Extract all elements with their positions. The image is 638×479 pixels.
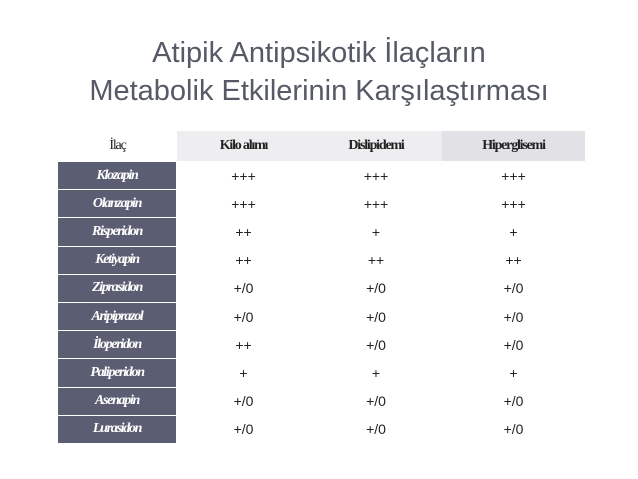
table-row xyxy=(58,190,585,218)
weight-gain-value: +++ xyxy=(177,190,310,218)
comparison-table xyxy=(58,131,585,444)
table-row xyxy=(58,331,585,359)
weight-gain-value: ++ xyxy=(177,218,310,246)
header-dyslipidemia: Dislipidemi xyxy=(310,131,442,162)
hyperglycemia-value: + xyxy=(442,218,585,246)
dyslipidemia-value: +/0 xyxy=(310,416,442,444)
table-header xyxy=(58,131,585,162)
table-row xyxy=(58,303,585,331)
hyperglycemia-value: +/0 xyxy=(442,416,585,444)
title-line-1: Atipik Antipsikotik İlaçların xyxy=(152,37,486,69)
hyperglycemia-value: + xyxy=(442,359,585,387)
hyperglycemia-value: +/0 xyxy=(442,275,585,303)
weight-gain-value: ++ xyxy=(177,331,310,359)
slide-title xyxy=(0,34,638,110)
table-row xyxy=(58,247,585,275)
table-row xyxy=(58,416,585,444)
weight-gain-value: +/0 xyxy=(177,388,310,416)
table-body xyxy=(58,162,585,444)
hyperglycemia-value: +++ xyxy=(442,190,585,218)
drug-name: Asenapin xyxy=(58,388,177,416)
weight-gain-value: ++ xyxy=(177,247,310,275)
drug-name: Lurasidon xyxy=(58,416,177,444)
dyslipidemia-value: +/0 xyxy=(310,303,442,331)
drug-name: Aripiprazol xyxy=(58,303,177,331)
table-row xyxy=(58,162,585,190)
table-row xyxy=(58,275,585,303)
weight-gain-value: +/0 xyxy=(177,275,310,303)
weight-gain-value: +/0 xyxy=(177,416,310,444)
drug-name: Risperidon xyxy=(58,218,177,246)
header-weight-gain: Kilo alımı xyxy=(177,131,310,162)
drug-name: Olanzapin xyxy=(58,190,177,218)
dyslipidemia-value: +/0 xyxy=(310,388,442,416)
drug-name: Paliperidon xyxy=(58,359,177,387)
weight-gain-value: + xyxy=(177,359,310,387)
drug-name: Ziprasidon xyxy=(58,275,177,303)
hyperglycemia-value: +/0 xyxy=(442,388,585,416)
dyslipidemia-value: + xyxy=(310,359,442,387)
drug-name: Klozapin xyxy=(58,162,177,190)
weight-gain-value: +/0 xyxy=(177,303,310,331)
dyslipidemia-value: +++ xyxy=(310,162,442,190)
hyperglycemia-value: ++ xyxy=(442,247,585,275)
hyperglycemia-value: +/0 xyxy=(442,303,585,331)
hyperglycemia-value: +/0 xyxy=(442,331,585,359)
dyslipidemia-value: ++ xyxy=(310,247,442,275)
header-hyperglycemia: Hiperglisemi xyxy=(442,131,585,162)
drug-name: İloperidon xyxy=(58,331,177,359)
weight-gain-value: +++ xyxy=(177,162,310,190)
hyperglycemia-value: +++ xyxy=(442,162,585,190)
header-row xyxy=(58,131,585,162)
dyslipidemia-value: +/0 xyxy=(310,331,442,359)
header-drug: İlaç xyxy=(58,131,177,162)
dyslipidemia-value: + xyxy=(310,218,442,246)
drug-name: Ketiyapin xyxy=(58,247,177,275)
dyslipidemia-value: +++ xyxy=(310,190,442,218)
title-line-2: Metabolik Etkilerinin Karşılaştırması xyxy=(89,75,549,107)
table-row xyxy=(58,359,585,387)
table-row xyxy=(58,388,585,416)
table-row xyxy=(58,218,585,246)
dyslipidemia-value: +/0 xyxy=(310,275,442,303)
